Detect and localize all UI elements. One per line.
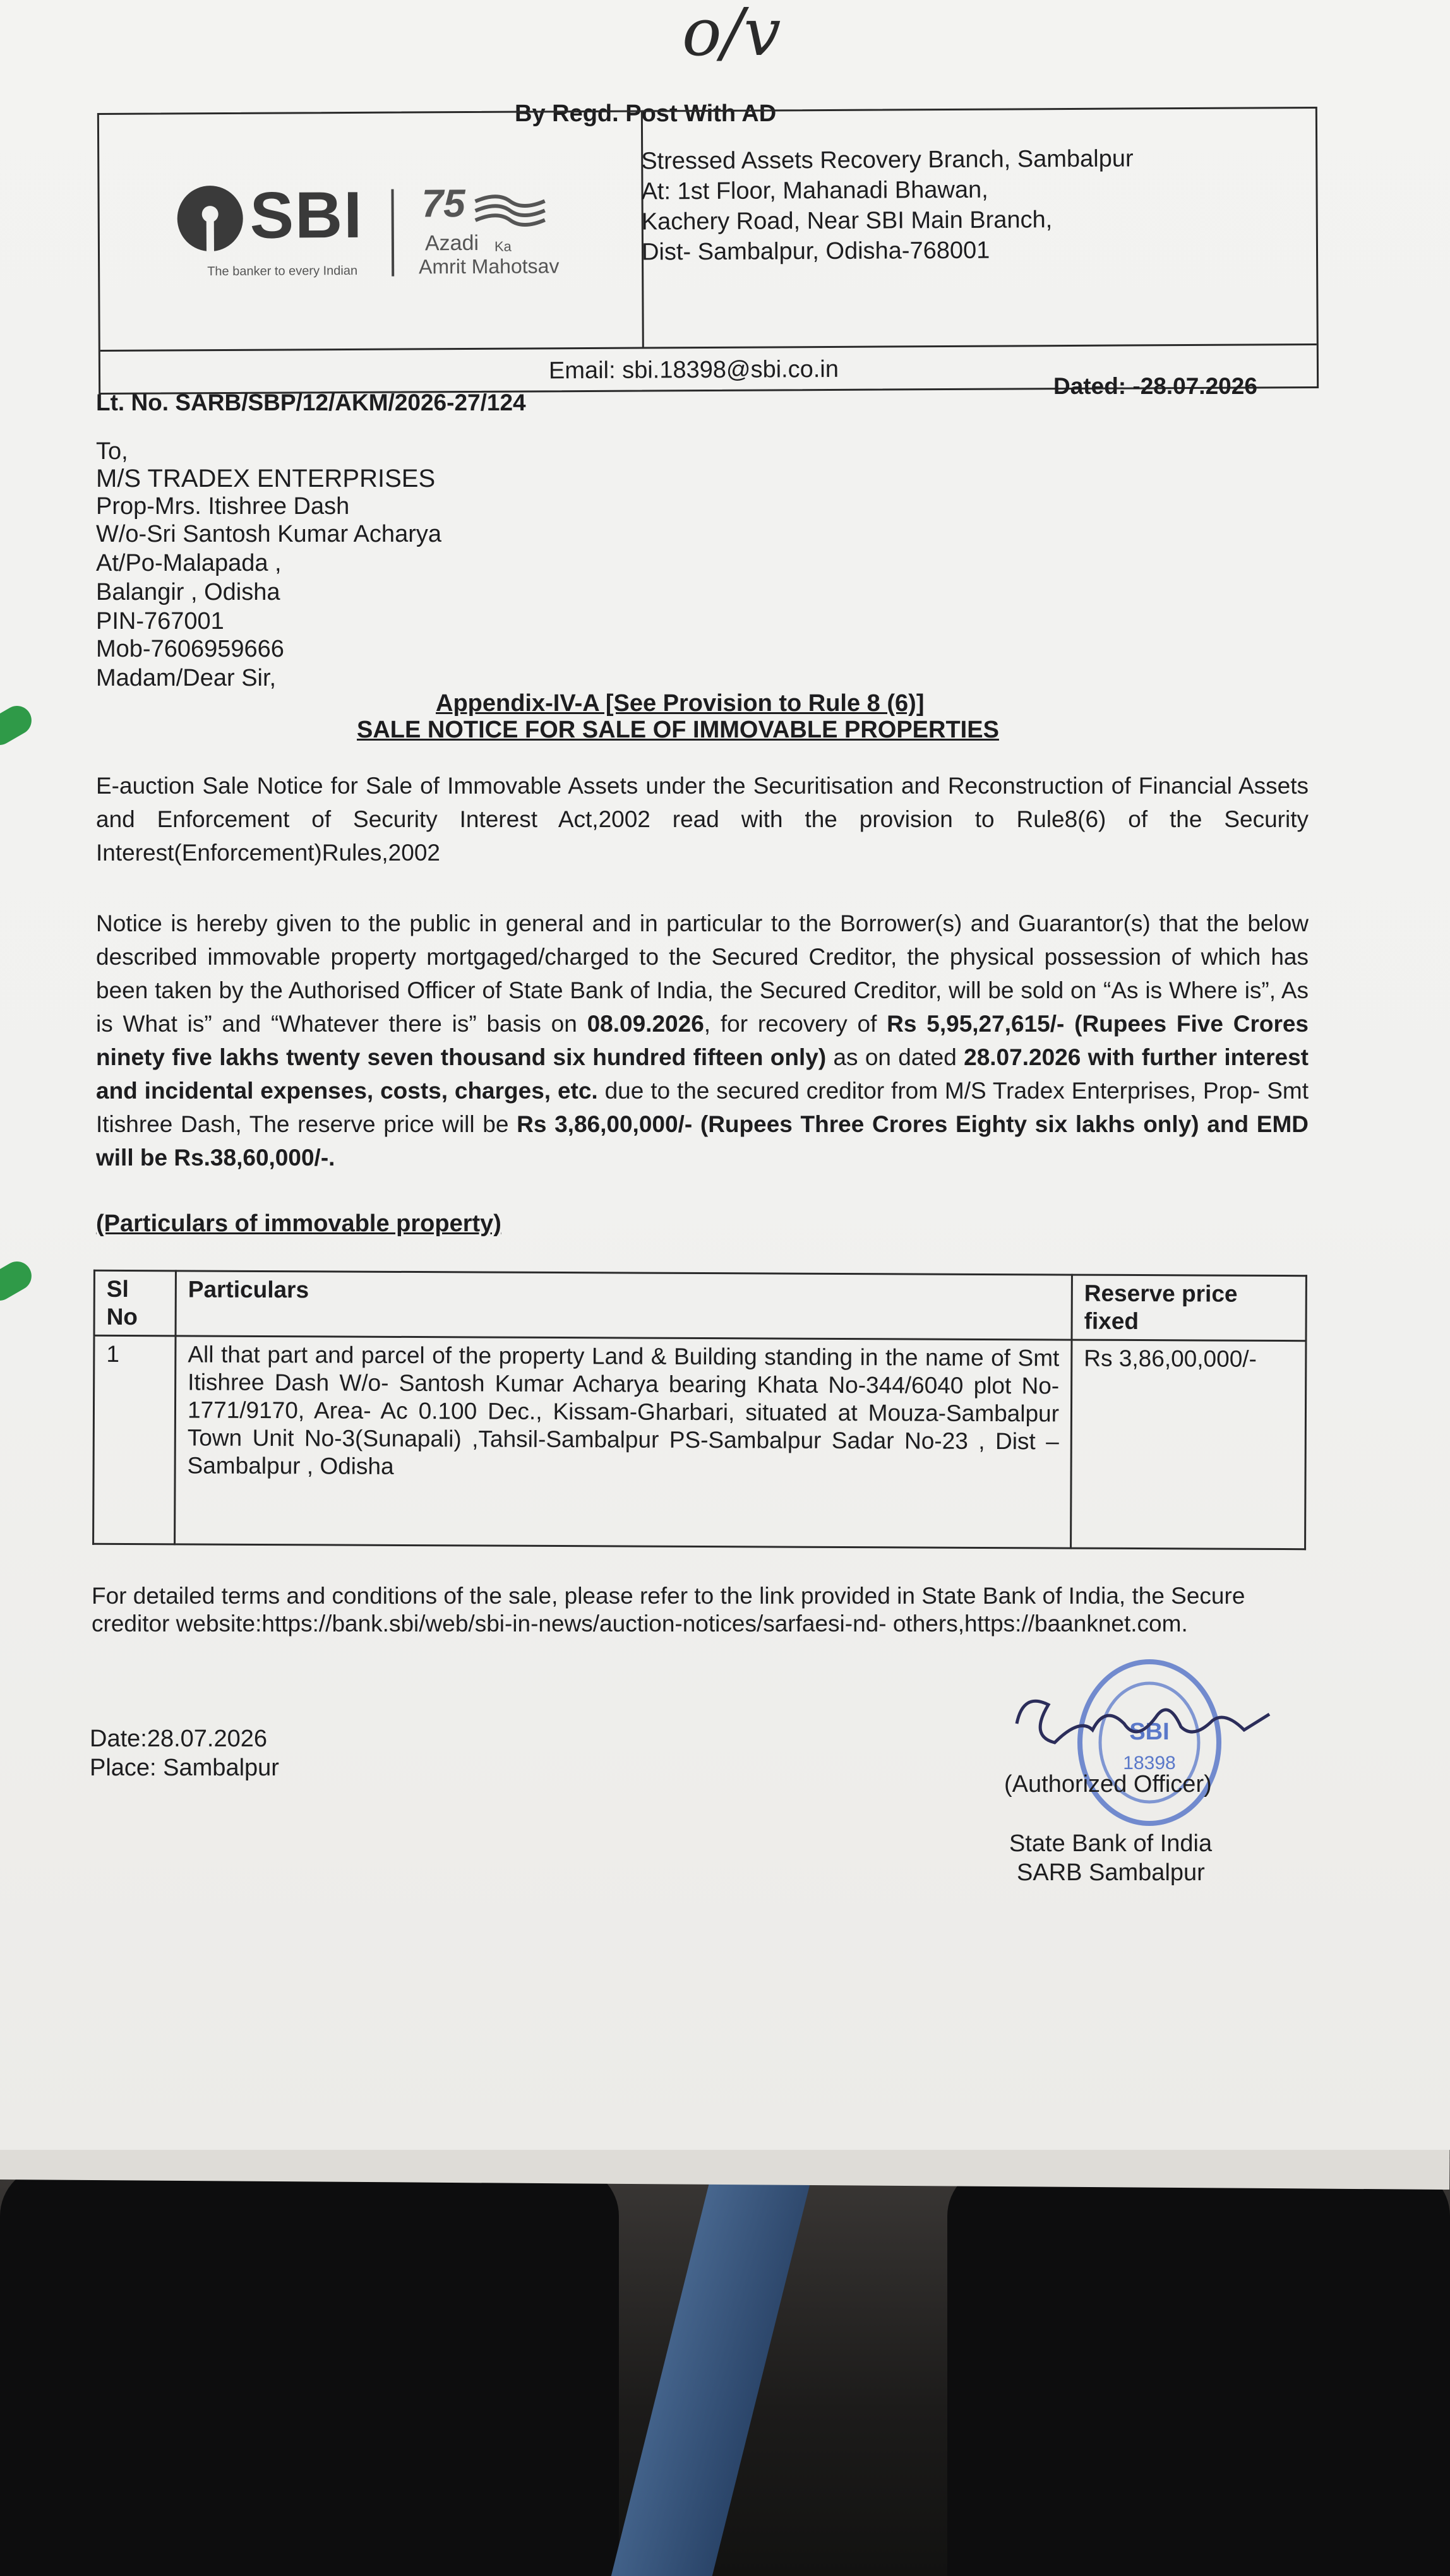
notice-text: as on dated xyxy=(826,1044,964,1070)
col-header-reserve: Reserve price fixed xyxy=(1072,1275,1306,1341)
address-line: Kachery Road, Near SBI Main Branch, xyxy=(641,206,1053,236)
cell-reserve: Rs 3,86,00,000/- xyxy=(1071,1340,1306,1549)
as-on-date: 28.07.2026 with further interest and incidental expenses, costs, charges, etc. xyxy=(96,1044,1309,1104)
sale-notice-heading: SALE NOTICE FOR SALE OF IMMOVABLE PROPERTIES xyxy=(357,717,999,743)
appendix-heading: Appendix-IV-A [See Provision to Rule 8 (6)] xyxy=(436,690,925,717)
terms-line: creditor website:https://bank.sbi/web/sbi-in-news/auction-notices/sarfaesi-nd- others,https://baanknet.com. xyxy=(92,1611,1188,1637)
azadi-text: Azadi xyxy=(424,230,479,256)
cell-particulars: All that part and parcel of the property Land & Building standing in the name of Smt Itishree Dash W/o- Santosh Kumar Acharya bearing Khata No-344/6040 plot No-1771/9170, Area- Ac 0.100 Dec., Kissam-Gharbari, situated at Mouza-Sambalpur Town Unit No-3(Sunapali) ,Tahsil-Sambalpur PS-Sambalpur Sadar No-23 , Dist – Sambalpur , Odisha xyxy=(175,1336,1072,1548)
particulars-heading: (Particulars of immovable property) xyxy=(96,1210,501,1237)
green-clip xyxy=(0,701,37,751)
sbi-logo-icon xyxy=(175,184,245,254)
cell-slno: 1 xyxy=(93,1335,176,1544)
flag-wave-icon xyxy=(472,191,548,230)
azadi-ka: Ka xyxy=(494,238,512,254)
logo-cell xyxy=(99,112,644,350)
letterhead xyxy=(97,107,1319,395)
recovery-amount: Rs 5,95,27,615/- (Rupees Five Crores ninety five lakhs twenty seven thousand six hundred fifteen only) xyxy=(96,1011,1309,1070)
date-line: Date:28.07.2026 xyxy=(90,1726,268,1752)
post-line: By Regd. Post With AD xyxy=(515,100,777,127)
sbi-tagline: The banker to every Indian xyxy=(207,263,358,279)
recipient-line: At/Po-Malapada , xyxy=(96,550,282,576)
authorized-officer: (Authorized Officer) xyxy=(1004,1771,1212,1798)
notice-text: Notice is hereby given to the public in general and in particular to the Borrower(s) and Guarantor(s) that the below described immovable property mortgaged/charged to the Secured Creditor, the physical possession of which has been taken by the Authorised Officer of State Bank of India, the Secured Creditor, will be sold on “As is Where is”, As is What is” and “Whatever there is” basis on xyxy=(96,910,1309,1037)
amrit-mahotsav-text: Amrit Mahotsav xyxy=(419,254,560,278)
table-row xyxy=(93,1335,1306,1549)
handwritten-signature xyxy=(1004,1679,1282,1768)
branch-name: SARB Sambalpur xyxy=(1017,1859,1205,1886)
seal-text: SBI xyxy=(1129,1719,1170,1745)
letter-number: Lt. No. SARB/SBP/12/AKM/2026-27/124 xyxy=(96,390,526,415)
handwritten-mark: o/v xyxy=(682,0,781,71)
recipient-line: W/o-Sri Santosh Kumar Acharya xyxy=(96,521,441,547)
recipient-line: M/S TRADEX ENTERPRISES xyxy=(96,465,436,492)
col-header-particulars: Particulars xyxy=(176,1271,1072,1340)
reserve-price: Rs 3,86,00,000/- (Rupees Three Crores Eighty six lakhs only) and EMD will be Rs.38,60,000/-. xyxy=(96,1111,1309,1171)
col-header-slno: Sl No xyxy=(94,1270,176,1336)
notice-text: , for recovery of xyxy=(704,1011,887,1037)
trouser-right xyxy=(947,2166,1450,2576)
address-line: Stressed Assets Recovery Branch, Sambalpur xyxy=(641,145,1134,175)
seal-code: 18398 xyxy=(1123,1753,1176,1774)
auction-date: 08.09.2026 xyxy=(587,1011,704,1037)
place-line: Place: Sambalpur xyxy=(90,1755,279,1781)
green-clip xyxy=(0,1256,37,1306)
address-line: At: 1st Floor, Mahanadi Bhawan, xyxy=(641,176,988,205)
recipient-line: Mob-7606959666 xyxy=(96,636,284,662)
property-table xyxy=(92,1270,1307,1550)
branch-email: Email: sbi.18398@sbi.co.in xyxy=(548,355,839,385)
terms-line: For detailed terms and conditions of the sale, please refer to the link provided in State Bank of India, the Secure xyxy=(92,1583,1245,1609)
salutation: Madam/Dear Sir, xyxy=(96,665,277,691)
table-header-row xyxy=(94,1270,1306,1340)
trouser-left xyxy=(0,2166,619,2576)
recipient-line: To, xyxy=(96,438,128,465)
bank-name: State Bank of India xyxy=(1009,1830,1213,1857)
letter-date: Dated: -28.07.2026 xyxy=(1053,373,1257,399)
address-line: Dist- Sambalpur, Odisha-768001 xyxy=(641,237,990,266)
recipient-line: Balangir , Odisha xyxy=(96,579,280,605)
notice-text: due to the secured creditor from M/S Tradex Enterprises, Prop- Smt Itishree Dash, The reserve price will be xyxy=(96,1078,1309,1137)
intro-paragraph: E-auction Sale Notice for Sale of Immovable Assets under the Securitisation and Reconstruction of Financial Assets and Enforcement of Security Interest Act,2002 read with the provision to Rule8(6) of the Security Interest(Enforcement)Rules,2002 xyxy=(96,773,1309,866)
recipient-line: Prop-Mrs. Itishree Dash xyxy=(96,493,350,520)
recipient-line: PIN-767001 xyxy=(96,608,224,635)
sbi-wordmark: SBI xyxy=(249,178,364,253)
logo-divider xyxy=(391,189,394,277)
azadi-75-mark: 75 xyxy=(421,182,465,226)
notice-paragraph xyxy=(96,907,1309,1174)
